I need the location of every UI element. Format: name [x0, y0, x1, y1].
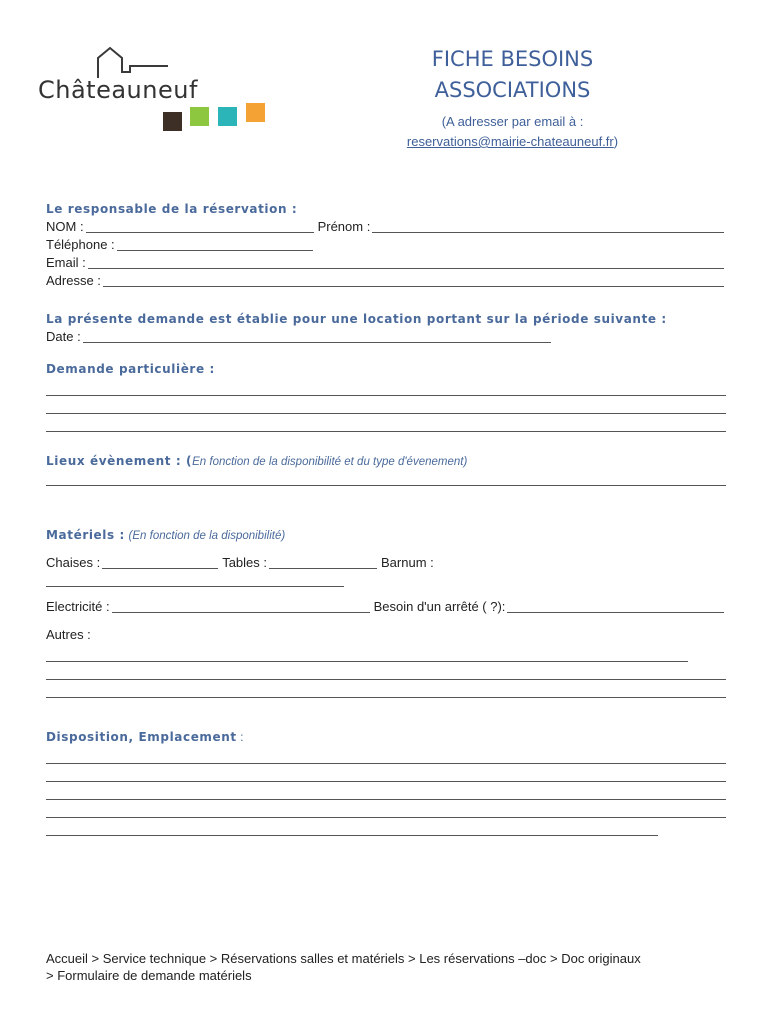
- demande-line[interactable]: [46, 414, 726, 432]
- subtitle-close: ): [613, 134, 619, 149]
- prenom-label: Prénom :: [317, 219, 371, 234]
- date-label: Date :: [46, 329, 81, 344]
- telephone-label: Téléphone :: [46, 237, 115, 252]
- materiels-hint: (En fonction de la disponibilité): [128, 530, 286, 542]
- date-row: [46, 328, 726, 346]
- telephone-row: [46, 236, 726, 254]
- section-disposition-heading: [46, 728, 726, 746]
- nom-label: NOM :: [46, 219, 84, 234]
- prenom-field[interactable]: [372, 220, 724, 233]
- adresse-row: [46, 272, 726, 290]
- section-responsable-heading: Le responsable de la réservation :: [46, 202, 298, 216]
- telephone-field[interactable]: [117, 238, 313, 251]
- logo-square-orange: [246, 103, 265, 122]
- demande-line[interactable]: [46, 378, 726, 396]
- autres-line[interactable]: [46, 680, 726, 698]
- autres-label: Autres :: [46, 627, 91, 642]
- materiels-heading-label: Matériels :: [46, 528, 125, 542]
- subtitle-line1: (A adresser par email à :: [441, 114, 584, 129]
- autres-line[interactable]: [46, 662, 726, 680]
- lieux-heading-label: Lieux évènement : (: [46, 454, 193, 468]
- subtitle: [370, 112, 655, 152]
- tables-label: Tables :: [222, 555, 268, 570]
- disposition-heading-label: Disposition, Emplacement: [46, 730, 237, 744]
- page-title-line1: FICHE BESOINS: [431, 47, 594, 71]
- footer-line2: > Formulaire de demande matériels: [46, 968, 252, 983]
- disposition-line[interactable]: [46, 764, 726, 782]
- page-title-line2: ASSOCIATIONS: [434, 78, 591, 102]
- nom-field[interactable]: [86, 220, 314, 233]
- breadcrumb-footer: [46, 950, 726, 984]
- electricite-label: Electricité :: [46, 599, 110, 614]
- autres-line[interactable]: [46, 644, 688, 662]
- disposition-line[interactable]: [46, 818, 658, 836]
- barnum-label: Barnum :: [381, 555, 434, 570]
- form: [46, 200, 726, 836]
- logo-text: Châteauneuf: [38, 76, 198, 104]
- email-field[interactable]: [88, 256, 724, 269]
- section-materiels-heading: [46, 526, 726, 545]
- logo-square-brown: [163, 112, 182, 131]
- email-row: [46, 254, 726, 272]
- electricite-row: [46, 598, 726, 616]
- lieux-hint: En fonction de la disponibilité et du type d'évenement): [192, 456, 468, 468]
- subtitle-email-line: [370, 132, 655, 152]
- logo: [38, 44, 278, 134]
- logo-square-teal: [218, 107, 237, 126]
- section-demande-heading: Demande particulière :: [46, 362, 215, 376]
- adresse-label: Adresse :: [46, 273, 101, 288]
- demande-line[interactable]: [46, 396, 726, 414]
- title-block: [370, 44, 655, 152]
- barnum-field[interactable]: [46, 572, 344, 587]
- disposition-line[interactable]: [46, 800, 726, 818]
- disposition-line[interactable]: [46, 746, 726, 764]
- email-link[interactable]: reservations@mairie-chateauneuf.fr: [406, 134, 614, 149]
- tables-field[interactable]: [269, 556, 377, 569]
- arrete-label: Besoin d'un arrêté ( ?):: [373, 599, 506, 614]
- chaises-label: Chaises :: [46, 555, 101, 570]
- electricite-field[interactable]: [112, 600, 370, 613]
- date-field[interactable]: [83, 330, 551, 343]
- nom-row: [46, 218, 726, 236]
- section-lieux-heading: [46, 452, 726, 471]
- disposition-colon: :: [236, 730, 244, 744]
- lieux-line[interactable]: [46, 471, 726, 486]
- chaises-row: [46, 554, 726, 572]
- disposition-line[interactable]: [46, 782, 726, 800]
- arrete-field[interactable]: [507, 600, 724, 613]
- logo-square-green: [190, 107, 209, 126]
- section-periode-heading: La présente demande est établie pour une location portant sur la période suivante :: [46, 312, 667, 326]
- email-label: Email :: [46, 255, 86, 270]
- adresse-field[interactable]: [103, 274, 724, 287]
- footer-line1: Accueil > Service technique > Réservations salles et matériels > Les réservations –doc > Doc originaux: [46, 951, 641, 966]
- chaises-field[interactable]: [102, 556, 218, 569]
